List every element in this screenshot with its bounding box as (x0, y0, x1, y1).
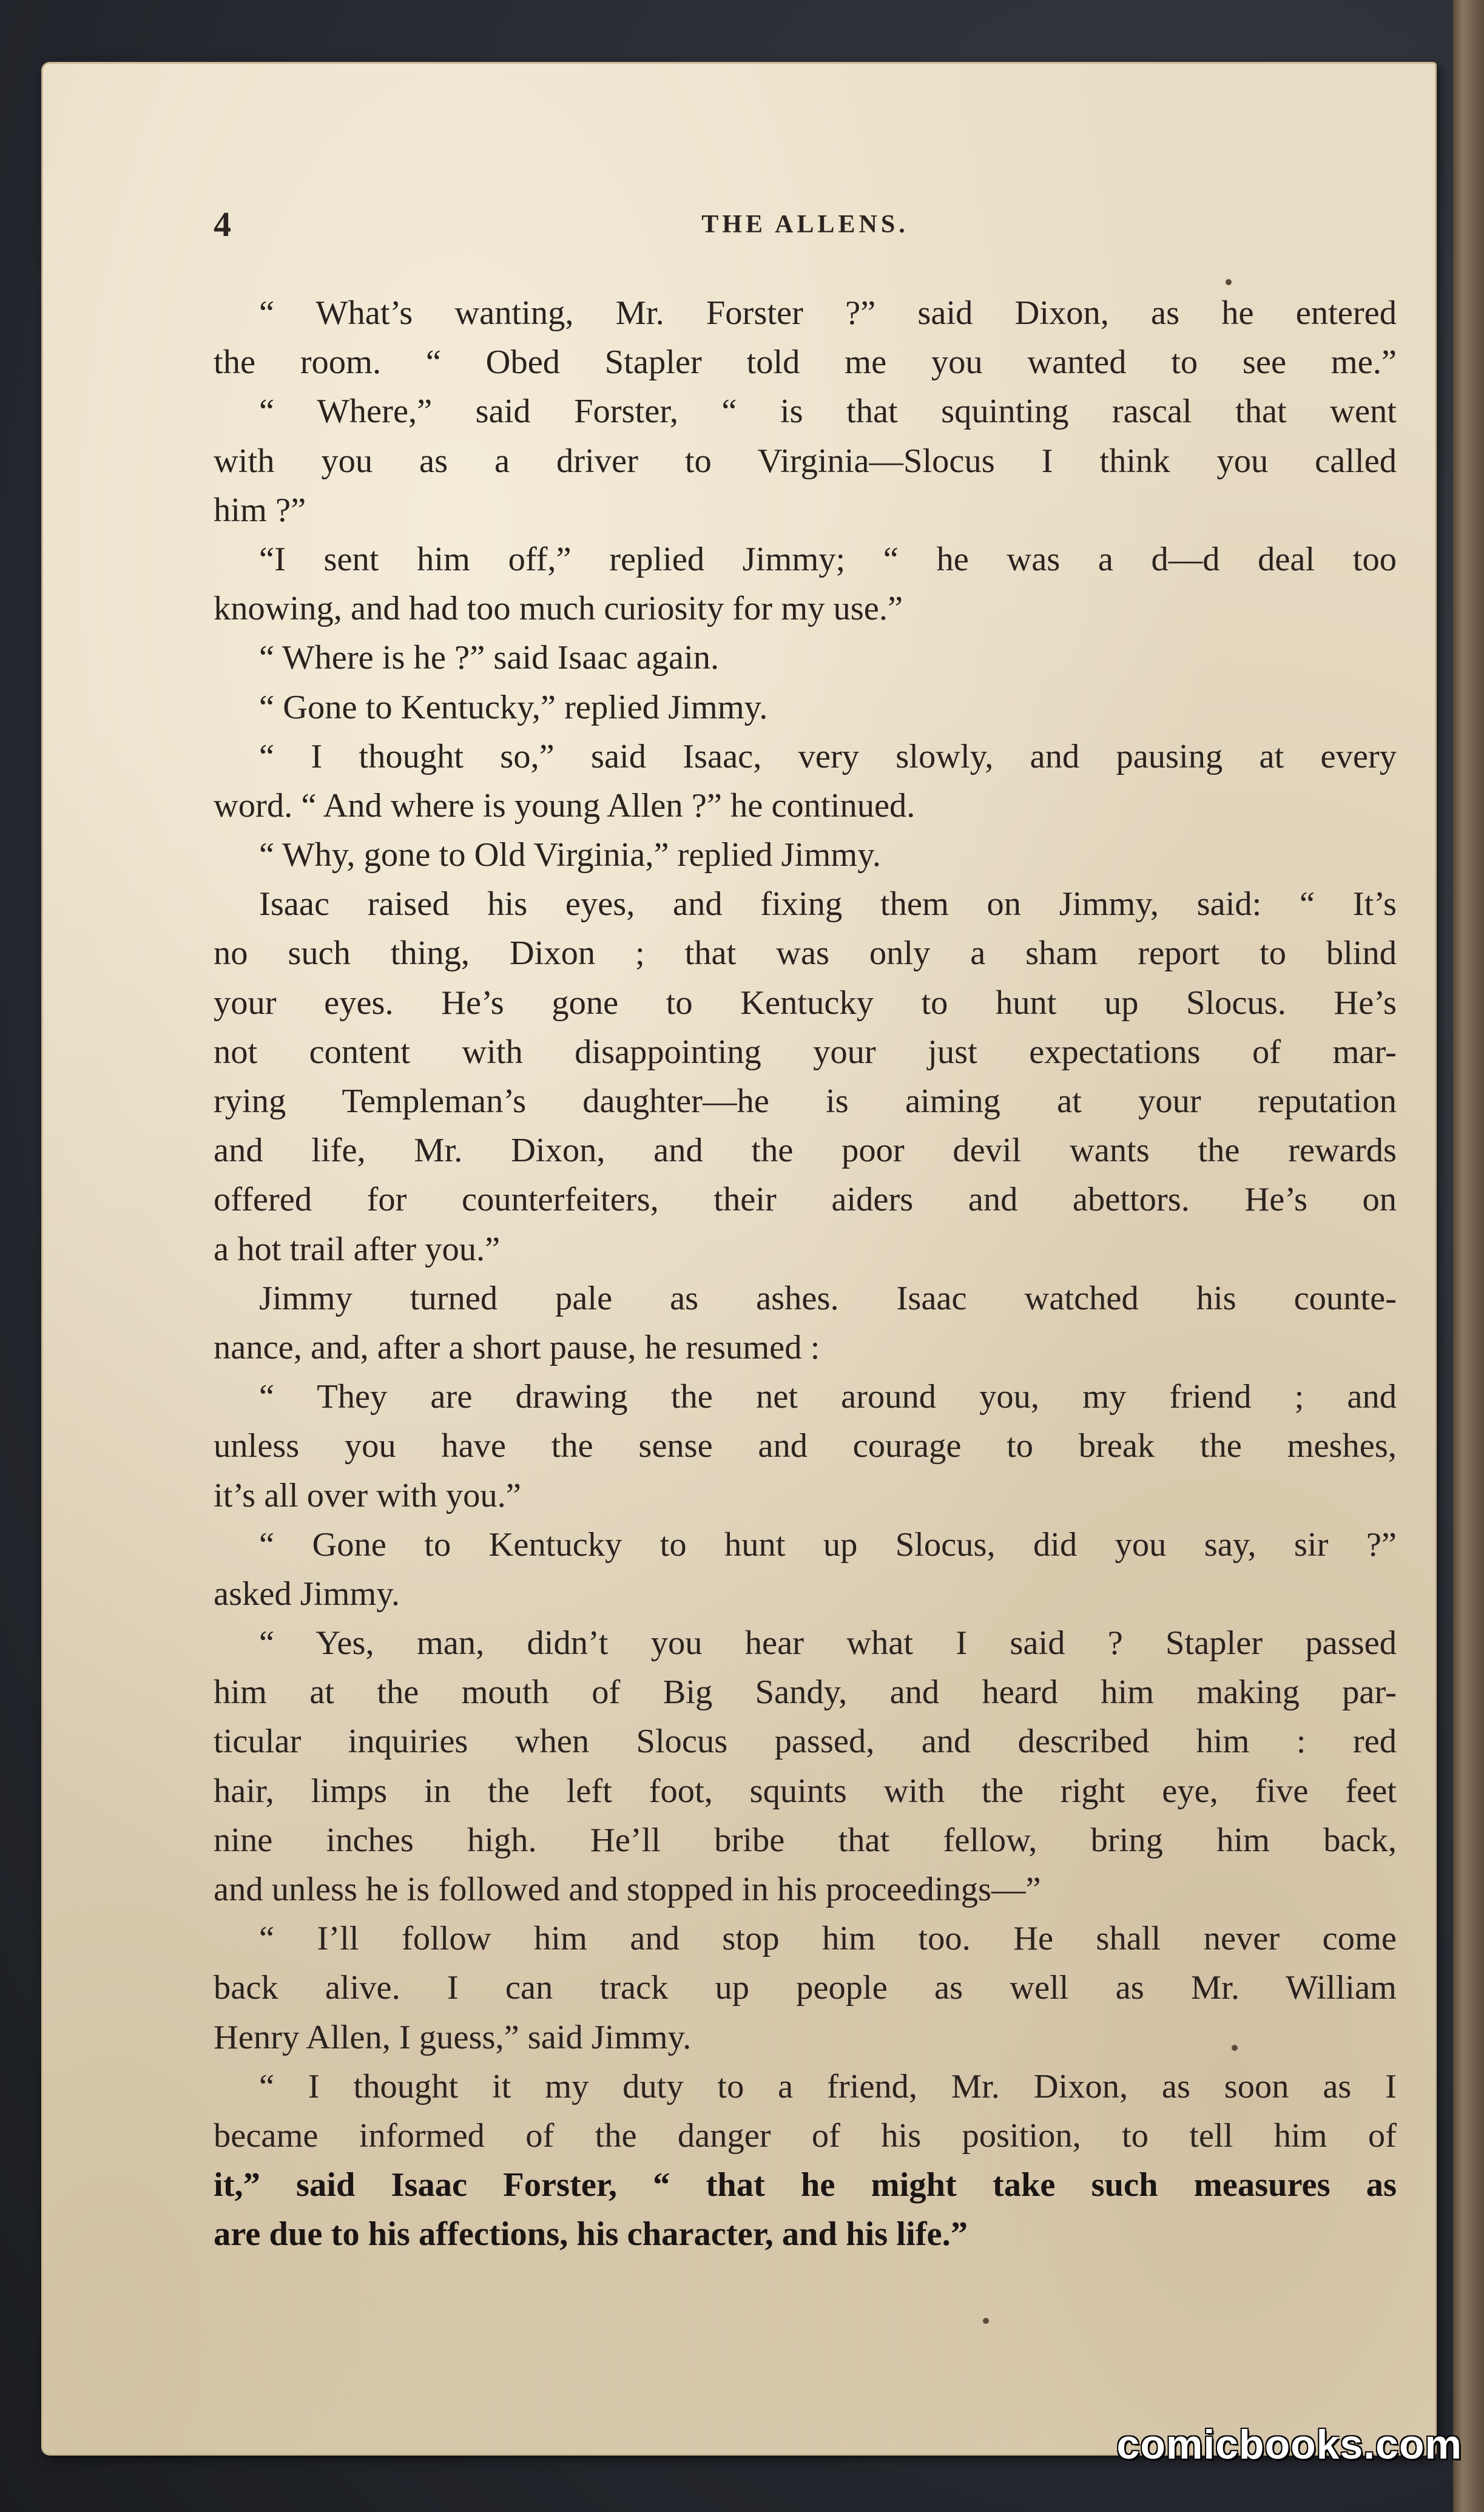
text-line: “ I thought so,” said Isaac, very slowly, and pausing at every (259, 737, 1397, 775)
print-speck (983, 2318, 989, 2324)
text-line: “ What’s wanting, Mr. Forster ?” said Dixon, as he entered (259, 294, 1397, 332)
text-line: a hot trail after you.” (214, 1230, 501, 1268)
text-line: “ Yes, man, didn’t you hear what I said ? Stapler passed (259, 1624, 1397, 1663)
text-line: no such thing, Dixon ; that was only a sham report to blind (214, 934, 1397, 973)
text-line: knowing, and had too much curiosity for my use.” (214, 590, 903, 628)
text-line: Isaac raised his eyes, and fixing them on Jimmy, said: “ It’s (259, 885, 1397, 923)
text-line: “ They are drawing the net around you, my friend ; and (259, 1378, 1397, 1416)
text-line: offered for counterfeiters, their aiders and abettors. He’s on (214, 1181, 1397, 1219)
text-line: unless you have the sense and courage to break the meshes, (214, 1427, 1397, 1465)
text-line: not content with disappointing your just expectations of mar- (214, 1033, 1397, 1071)
text-line: it,” said Isaac Forster, “ that he might take such measures as (214, 2166, 1397, 2204)
text-line: nance, and, after a short pause, he resumed : (214, 1328, 820, 1366)
text-line: “ I’ll follow him and stop him too. He shall never come (259, 1920, 1397, 1958)
text-line: it’s all over with you.” (214, 1476, 521, 1514)
text-line: “ Gone to Kentucky,” replied Jimmy. (259, 688, 768, 726)
page-header (214, 204, 1397, 252)
text-line: “ Gone to Kentucky to hunt up Slocus, did you say, sir ?” (259, 1525, 1397, 1564)
running-title: THE ALLENS. (701, 211, 909, 238)
text-line: “ Where,” said Forster, “ is that squinting rascal that went (259, 393, 1397, 431)
text-line: asked Jimmy. (214, 1575, 400, 1613)
text-line: “ Where is he ?” said Isaac again. (259, 639, 720, 677)
page-number: 4 (214, 204, 231, 244)
text-line: your eyes. He’s gone to Kentucky to hunt up Slocus. He’s (214, 984, 1397, 1022)
text-line: “I sent him off,” replied Jimmy; “ he was a d—d deal too (259, 540, 1397, 578)
text-line: nine inches high. He’ll bribe that fellow, bring him back, (214, 1821, 1397, 1859)
body-text (214, 289, 1397, 2260)
text-line: with you as a driver to Virginia—Slocus I think you called (214, 442, 1397, 480)
text-line: him ?” (214, 491, 306, 529)
text-line: back alive. I can track up people as well as Mr. William (214, 1969, 1397, 2007)
text-line: Henry Allen, I guess,” said Jimmy. (214, 2018, 692, 2056)
print-speck (1232, 2045, 1238, 2051)
text-line: rying Templeman’s daughter—he is aiming at your reputation (214, 1082, 1397, 1120)
text-line: word. “ And where is young Allen ?” he continued. (214, 786, 916, 825)
text-line: him at the mouth of Big Sandy, and heard him making par- (214, 1673, 1397, 1712)
text-line: “ Why, gone to Old Virginia,” replied Jimmy. (259, 836, 881, 874)
text-line: Jimmy turned pale as ashes. Isaac watched his counte- (259, 1279, 1397, 1317)
text-line: the room. “ Obed Stapler told me you wanted to see me.” (214, 343, 1397, 382)
text-line: and unless he is followed and stopped in his proceedings—” (214, 1871, 1041, 1908)
text-line: ticular inquiries when Slocus passed, and described him : red (214, 1723, 1397, 1761)
text-line: “ I thought it my duty to a friend, Mr. Dixon, as soon as I (259, 2067, 1397, 2105)
text-line: and life, Mr. Dixon, and the poor devil wants the rewards (214, 1132, 1397, 1170)
print-speck (1226, 279, 1232, 285)
text-line: hair, limps in the left foot, squints with the right eye, five feet (214, 1772, 1397, 1810)
text-line: became informed of the danger of his position, to tell him of (214, 2116, 1397, 2155)
text-line: are due to his affections, his character, and his life.” (214, 2215, 968, 2254)
adjacent-page-edge (1453, 0, 1484, 2512)
watermark: comicbooks.com (1116, 2422, 1462, 2468)
